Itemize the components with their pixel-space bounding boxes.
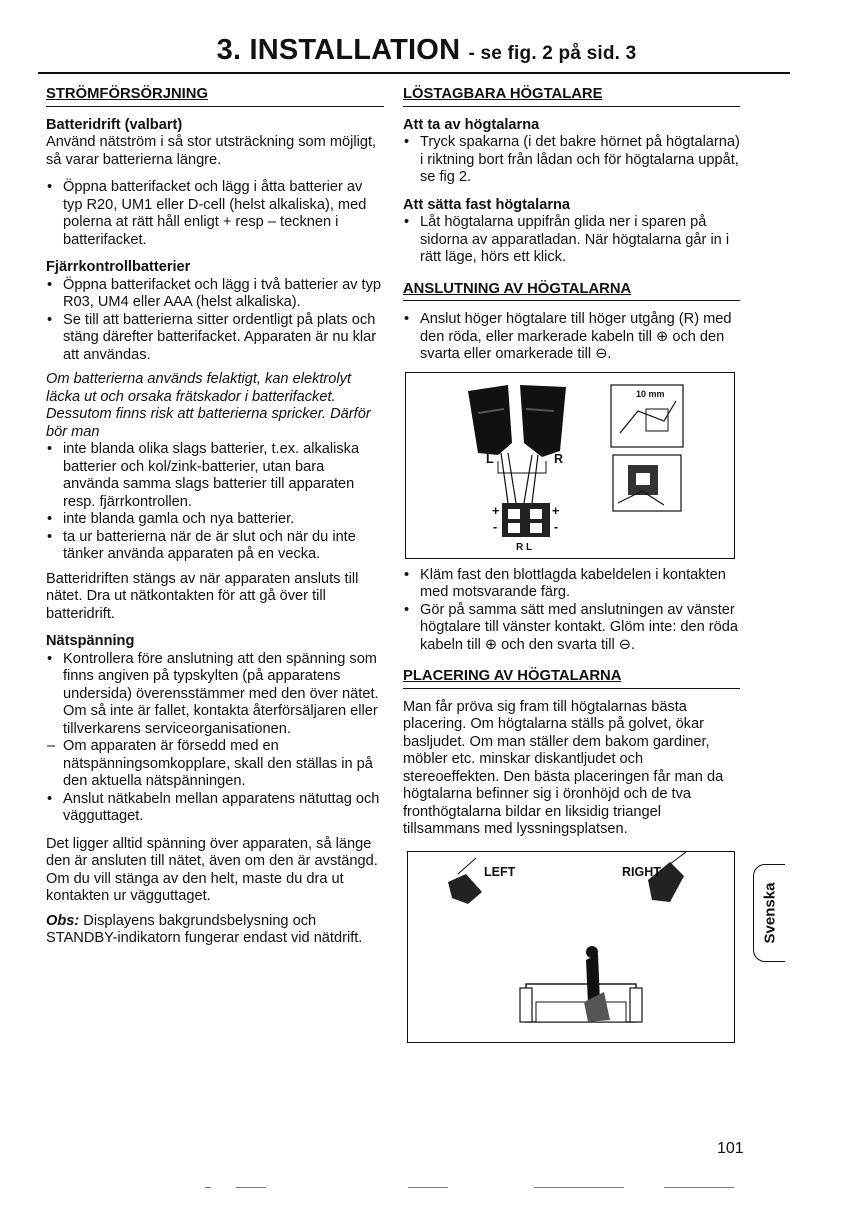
scan-speck — [205, 1187, 211, 1188]
list-item: • inte blanda olika slags batterier, t.ex. alkaliska batterier och kol/zink-batterier, utan bara använda samma slags batterier till apparaten resp. fjärrkontrollen. — [47, 441, 360, 510]
title-rule — [38, 72, 790, 74]
placement-text: Man får pröva sig fram till högtalarnas bästa placering. Om högtalarna ställs på golvet, ökar basljudet. Om man ställer dem bakom gardiner, möbler etc. minskar diskantljudet och stereoeffekten. Den bästa placeringen får man da högtalarna befinner sig i öronhöjd och de tva fronthögtalarna bildar en liksidig triangel tillsammans med lyssningsplatsen. — [403, 698, 724, 837]
left-speaker-shape — [468, 385, 512, 455]
power-heading: STRÖMFÖRSÖRJNING — [46, 86, 384, 107]
detachable-heading: LÖSTAGBARA HÖGTALARE — [403, 86, 740, 107]
right-speaker-shape — [520, 385, 566, 457]
page-title — [0, 34, 853, 67]
mains-heading: Nätspänning — [46, 633, 135, 649]
obs-note — [46, 913, 384, 948]
list-item: • Tryck spakarna (i det bakre hörnet på högtalarna) i riktning bort från lådan och för högtalarna uppåt, se fig 2. — [404, 134, 740, 185]
attach-heading: Att sätta fast högtalarna — [403, 196, 571, 213]
label-l: L — [486, 451, 494, 466]
remove-heading: Att ta av högtalarna — [403, 116, 540, 133]
list-item: • Anslut nätkabeln mellan apparatens nätuttag och vägguttaget. — [47, 790, 380, 824]
language-tab — [753, 864, 785, 962]
list-item: • Se till att batterierna sitter ordentligt på plats och stäng därefter batterifacket. Apparaten är nu klar att användas. — [47, 311, 377, 363]
page-number: 101 — [717, 1140, 744, 1157]
connection-list — [403, 311, 740, 364]
mains-list — [46, 651, 384, 826]
language-tab-label: Svenska — [761, 882, 778, 944]
list-item: • Låt högtalarna uppifrån glida ner i sparen på sidorna av apparatladan. När högtalarna går in i rätt läge, hörs ett klick. — [404, 214, 730, 265]
speaker-placement-figure — [407, 851, 735, 1043]
label-minus-right: - — [554, 519, 559, 534]
obs-label: Obs: — [46, 912, 80, 929]
speaker-wiring-illustration — [406, 373, 734, 558]
label-plus-left: + — [492, 503, 500, 518]
battery-list — [46, 179, 384, 249]
label-10mm: 10 mm — [636, 388, 665, 399]
list-item: • ta ur batterierna när de är slut och när du inte tänker använda apparaten på en vecka. — [47, 528, 356, 562]
room-placement-illustration — [408, 852, 734, 1042]
list-item: • Öppna batterifacket och lägg i åtta batterier av typ R20, UM1 eller D-cell (helst alkaliska), med polerna at rätt håll enligt + resp – tecknen i batterifacket. — [47, 179, 367, 248]
list-item: • inte blanda gamla och nya batterier. — [47, 511, 295, 527]
left-speaker-shape — [448, 874, 482, 904]
label-rl: R L — [516, 541, 533, 553]
label-r: R — [554, 451, 564, 466]
battery-intro: Använd nätström i så stor utsträckning som möjligt, så varar batterierna längre. — [46, 134, 377, 168]
list-item: – Om apparaten är försedd med en nätspänningsomkopplare, skall den ställas in på den aktuella nätspänningen. — [47, 738, 373, 789]
battery-warning: Om batterierna används felaktigt, kan elektrolyt läcka ut och orsaka frätskador i batterifacket. Dessutom finns risk att batterierna spricker. Därför bör man — [46, 371, 371, 440]
list-item: • Öppna batterifacket och lägg i två batterier av typ R03, UM4 eller AAA (helst alkaliska). — [47, 276, 381, 310]
warning-list — [46, 441, 384, 564]
label-right: RIGHT — [622, 864, 661, 879]
battery-heading: Batteridrift (valbart) — [46, 116, 183, 133]
list-item: • Anslut höger högtalare till höger utgång (R) med den röda, eller markerade kabeln till ⊕ och den svarta eller omarkerade till ⊖. — [404, 311, 732, 362]
always-note: Det ligger alltid spänning över apparaten, så länge den är ansluten till nätet, även om den är avstängd. Om du vill stänga av den helt, maste du dra ut kontakten ur vägguttaget. — [46, 835, 378, 904]
attach-list — [403, 214, 740, 267]
remove-list — [403, 134, 740, 187]
label-plus-right: + — [552, 503, 560, 518]
placement-heading: PLACERING AV HÖGTALARNA — [403, 668, 740, 689]
switch-note: Batteridriften stängs av när apparaten ansluts till nätet. Dra ut nätkontakten för att gå över till batteridrift. — [46, 570, 359, 622]
left-column — [46, 86, 384, 948]
scan-speck — [664, 1187, 734, 1188]
label-left: LEFT — [484, 864, 516, 879]
right-column — [403, 86, 740, 1043]
connection-list-after — [403, 567, 740, 655]
remote-list — [46, 277, 384, 365]
list-item: • Kläm fast den blottlagda kabeldelen i kontakten med motsvarande färg. — [404, 566, 726, 600]
title-main: 3. INSTALLATION — [216, 34, 461, 66]
label-minus-left: - — [493, 519, 498, 534]
scan-speck — [236, 1187, 266, 1188]
list-item: • Gör på samma sätt med anslutningen av vänster högtalare till vänster kontakt. Glöm inte: den röda kabeln till ⊕ och den svarta till ⊖. — [404, 601, 738, 653]
obs-text: Displayens bakgrundsbelysning och STANDBY-indikatorn fungerar endast vid nätdrift. — [46, 912, 363, 946]
scan-speck — [408, 1187, 448, 1188]
scan-speck — [534, 1187, 624, 1188]
speaker-connection-figure — [405, 372, 735, 559]
title-subtitle: - se fig. 2 på sid. 3 — [468, 43, 637, 64]
connection-heading: ANSLUTNING AV HÖGTALARNA — [403, 281, 740, 302]
list-item: • Kontrollera före anslutning att den spänning som finns angiven på typskylten (på apparatens undersida) överensstämmer med den över nätet. Om så inte är fallet, kontakta återförsäljaren eller tillverkarens serviceorganisationen. — [47, 650, 379, 737]
remote-heading: Fjärrkontrollbatterier — [46, 259, 191, 275]
